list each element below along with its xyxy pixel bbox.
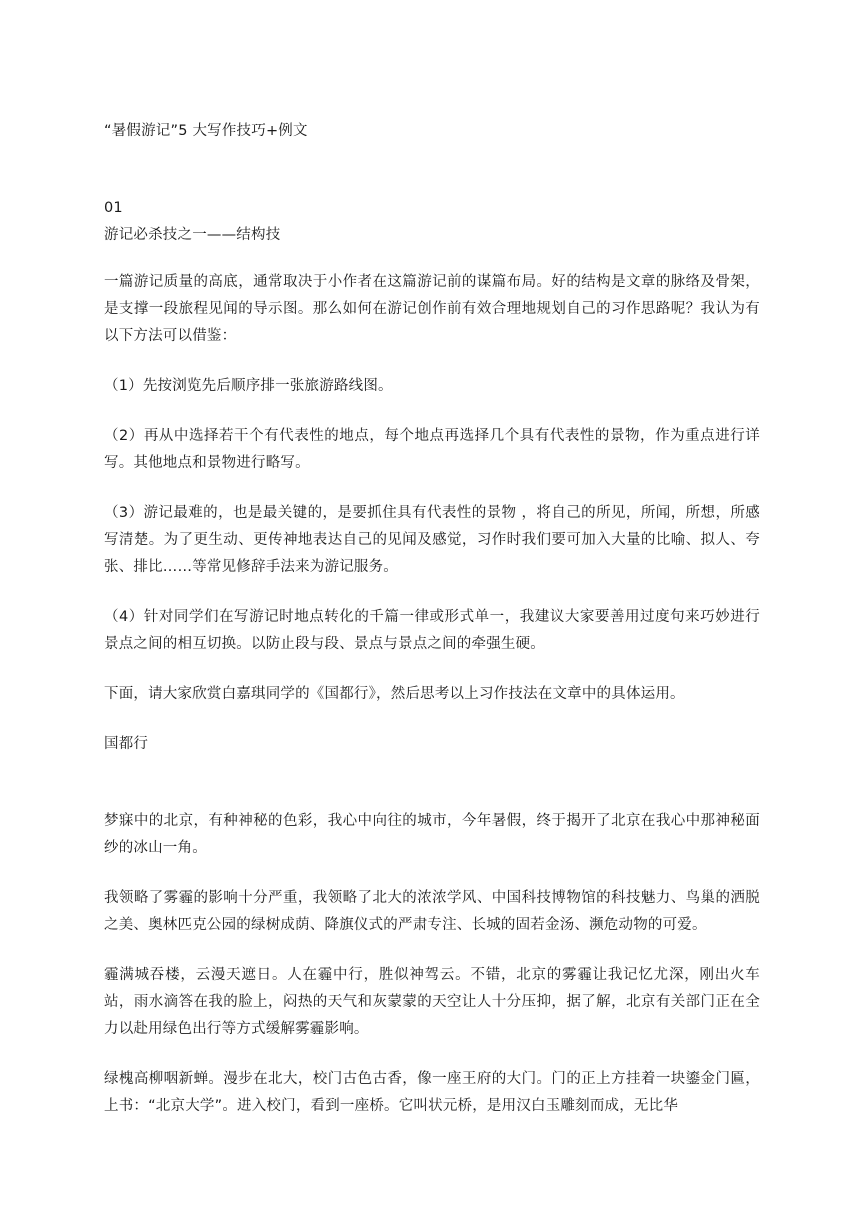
essay-paragraph: 我领略了雾霾的影响十分严重，我领略了北大的浓浓学风、中国科技博物馆的科技魅力、鸟巢的洒脱之美、奥林匹克公园的绿树成荫、降旗仪式的严肃专注、长城的固若金汤、濒危动物的可爱。 — [104, 890, 760, 933]
step-3: （3）游记最难的，也是最关键的，是要抓住具有代表性的景物 ，将自己的所见，所闻，所想，所感写清楚。为了更生动、更传神地表达自己的见闻及感觉，习作时我们要可加入大量的比喻、拟人、夸张、排比……等常见修辞手法来为游记服务。 — [104, 505, 760, 575]
document-body — [104, 118, 760, 1120]
essay-paragraph: 霾满城吞楼，云漫天遮日。人在霾中行，胜似神驾云。不错，北京的雾霾让我记忆尤深，刚出火车站，雨水滴答在我的脸上，闷热的天气和灰蒙蒙的天空让人十分压抑，据了解，北京有关部门正在全力以赴用绿色出行等方式缓解雾霾影响。 — [104, 967, 760, 1037]
section-title: 游记必杀技之一——结构技 — [104, 227, 281, 243]
essay-paragraph: 绿槐高柳咽新蝉。漫步在北大，校门古色古香，像一座王府的大门。门的正上方挂着一块鎏金门匾，上书：“北京大学”。进入校门，看到一座桥。它叫状元桥，是用汉白玉雕刻而成，无比华 — [104, 1071, 760, 1114]
intro-paragraph: 一篇游记质量的高底，通常取决于小作者在这篇游记前的谋篇布局。好的结构是文章的脉络及骨架，是支撑一段旅程见闻的导示图。那么如何在游记创作前有效合理地规划自己的习作思路呢？我认为有以下方法可以借鉴： — [104, 274, 760, 344]
section-number: 01 — [104, 200, 123, 216]
essay-title: 国都行 — [104, 736, 149, 752]
document-title: “暑假游记”5 大写作技巧+例文 — [104, 123, 308, 139]
step-4: （4）针对同学们在写游记时地点转化的千篇一律或形式单一，我建议大家要善用过度句来巧妙进行景点之间的相互切换。以防止段与段、景点与景点之间的牵强生硬。 — [104, 609, 760, 652]
step-2: （2）再从中选择若干个有代表性的地点，每个地点再选择几个具有代表性的景物，作为重点进行详写。其他地点和景物进行略写。 — [104, 428, 760, 471]
essay-paragraph: 梦寐中的北京，有种神秘的色彩，我心中向往的城市，今年暑假，终于揭开了北京在我心中那神秘面纱的冰山一角。 — [104, 813, 760, 856]
step-1: （1）先按浏览先后顺序排一张旅游路线图。 — [104, 378, 393, 394]
lead-in-paragraph: 下面，请大家欣赏白嘉琪同学的《国都行》，然后思考以上习作技法在文章中的具体运用。 — [104, 686, 685, 702]
